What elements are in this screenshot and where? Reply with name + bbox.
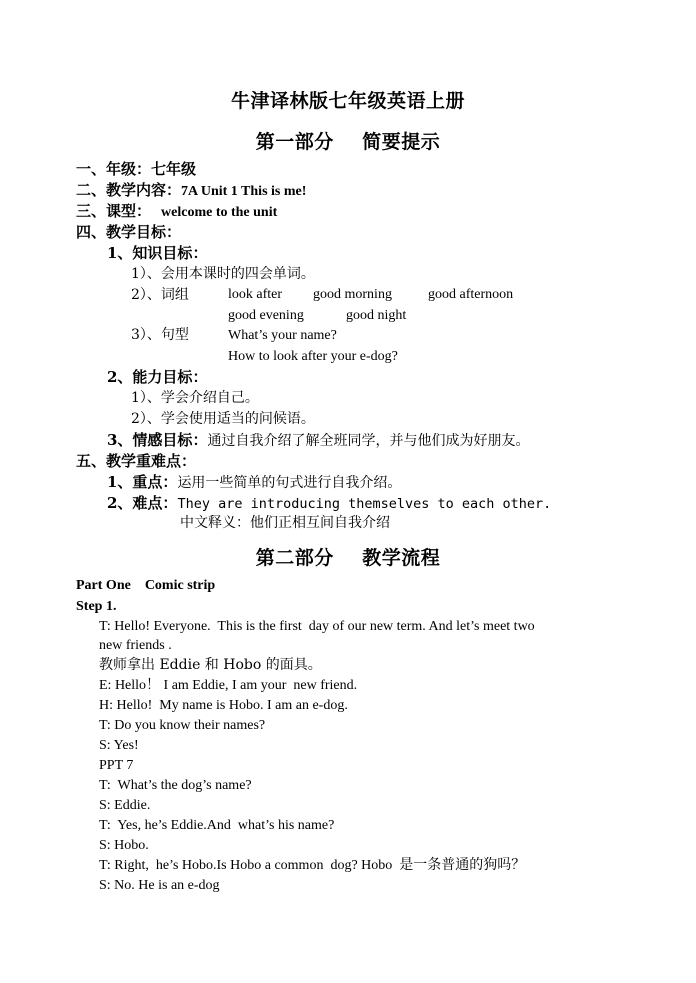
difficulty-translation: 中文释义：他们正相互间自我介绍 — [180, 515, 390, 531]
dialogue-line: S: No. He is an e-dog — [99, 878, 220, 893]
grade-label: 一、年级： — [76, 160, 152, 178]
phrase-good-morning: good morning — [313, 287, 392, 302]
knowledge-item-3-label: 3）、句型 — [131, 327, 189, 343]
emotion-objective-value: 通过自我介绍了解全班同学，并与他们成为好朋友。 — [207, 433, 530, 449]
knowledge-item-1: 1）、会用本课时的四会单词。 — [131, 266, 315, 282]
knowledge-item-2-label: 2）、词组 — [131, 287, 189, 303]
grade-value: 七年级 — [151, 160, 197, 178]
difficulty-label: 2、难点： — [107, 494, 178, 512]
knowledge-objective-heading: 1、知识目标： — [107, 244, 208, 262]
objectives-heading: 四、教学目标： — [76, 223, 182, 241]
difficulty-line — [107, 494, 551, 513]
lesson-type-value: welcome to the unit — [161, 205, 278, 220]
dialogue-line: new friends . — [99, 638, 172, 653]
dialogue-line: T: Right, he’s Hobo.Is Hobo a common dog? Hobo 是一条普通的狗吗？ — [99, 858, 526, 873]
content-value: 7A Unit 1 This is me! — [181, 184, 307, 199]
dialogue-line: 教师拿出 Eddie 和 Hobo 的面具。 — [99, 657, 322, 673]
lesson-type-line — [76, 202, 277, 222]
dialogue-line: S: Eddie. — [99, 798, 151, 813]
phrase-good-evening: good evening — [228, 308, 304, 323]
step-1-label: Step 1. — [76, 599, 117, 614]
document-title: 牛津译林版七年级英语上册 — [230, 90, 465, 112]
key-points-heading: 五、教学重难点： — [76, 452, 197, 470]
key-point-label: 1、重点： — [107, 473, 178, 491]
emotion-objective-label: 3、情感目标： — [107, 431, 208, 449]
dialogue-line: S: Yes! — [99, 738, 139, 753]
phrase-good-afternoon: good afternoon — [428, 287, 514, 302]
content-line — [76, 181, 306, 201]
ability-item-2: 2）、学会使用适当的问候语。 — [131, 411, 315, 427]
phrase-look-after: look after — [228, 287, 283, 302]
phrase-good-night: good night — [346, 308, 407, 323]
key-point-line — [107, 473, 401, 492]
emotion-objective-line — [107, 431, 529, 450]
dialogue-line: E: Hello！ I am Eddie, I am your new friend. — [99, 678, 358, 693]
ability-item-1: 1）、学会介绍自己。 — [131, 390, 259, 406]
part-two-heading: 第二部分 教学流程 — [255, 547, 441, 569]
dialogue-line: T: Hello! Everyone. This is the first day of our new term. And let’s meet two — [99, 619, 535, 634]
ability-objective-heading: 2、能力目标： — [107, 368, 208, 386]
content-label: 二、教学内容： — [76, 181, 182, 199]
dialogue-line: T: What’s the dog’s name? — [99, 778, 252, 793]
sentence-1: What’s your name? — [228, 328, 337, 343]
part-one-label: Part One Comic strip — [76, 578, 216, 593]
dialogue-line: T: Yes, he’s Eddie.And what’s his name? — [99, 818, 335, 833]
part-one-heading: 第一部分 简要提示 — [255, 131, 441, 153]
sentence-2: How to look after your e-dog? — [228, 349, 398, 364]
dialogue-line: S: Hobo. — [99, 838, 149, 853]
key-point-value: 运用一些简单的句式进行自我介绍。 — [177, 475, 402, 491]
dialogue-line: H: Hello! My name is Hobo. I am an e-dog. — [99, 698, 348, 713]
dialogue-line: T: Do you know their names? — [99, 718, 266, 733]
lesson-type-label: 三、课型： — [76, 202, 152, 220]
difficulty-value: They are introducing themselves to each other. — [177, 496, 552, 512]
grade-line — [76, 160, 196, 178]
dialogue-line: PPT 7 — [99, 758, 134, 773]
